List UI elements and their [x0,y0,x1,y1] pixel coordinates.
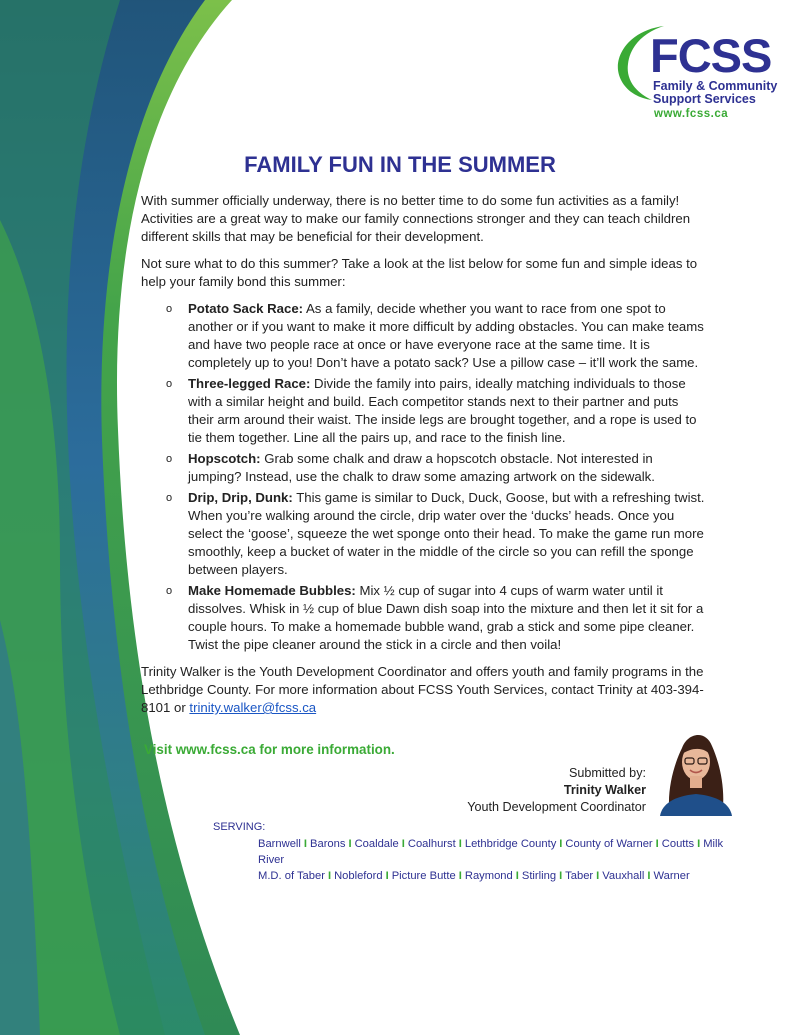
page-title: FAMILY FUN IN THE SUMMER [244,152,556,177]
submitted-by-label: Submitted by: [568,766,646,780]
submitter-role: Youth Development Coordinator [467,800,646,814]
community-name: Coalhurst [407,838,456,850]
activity-text: Grab some chalk and draw a hopscotch obstacle. Not interested in jumping? Instead, use the chalk to draw some amazing artwork on the sidewalk. [188,451,655,484]
serving-line-1 [258,836,748,868]
separator: I [458,838,462,850]
separator: I [559,838,563,850]
separator: I [303,838,308,850]
bullet-icon: o [166,303,173,315]
separator: I [596,870,600,882]
logo-subtitle [653,80,777,106]
community-name: Stirling [521,870,557,882]
visit-website-text: Visit www.fcss.ca for more information. [144,742,395,757]
community-name: M.D. of Taber [258,870,325,882]
activity-name: Drip, Drip, Dunk: [188,490,293,505]
community-name: Barnwell [258,838,301,850]
signature-block [467,765,646,816]
separator: I [559,870,563,882]
activity-list [141,300,707,654]
separator: I [697,838,701,850]
activity-name: Hopscotch: [188,451,261,466]
community-name: Raymond [464,870,513,882]
portrait-icon [656,720,736,816]
bullet-icon: o [166,585,173,597]
intro-paragraph-1: With summer officially underway, there is no better time to do some fun activities as a family! Activities are a great way to make our family connections stronger and they can teach children different skills that may be beneficial for their development. [141,193,691,244]
activity-text: Divide the family into pairs, ideally matching individuals to those with a similar height and build. Each competitor stands next to their partner and puts their arm around their waist. The inside legs are brought together, and a rope is used to tie them together. Line all the pairs up, and race to the finish line. [188,376,697,445]
community-name: Nobleford [334,870,383,882]
activity-text: Mix ½ cup of sugar into 4 cups of warm water until it dissolves. Whisk in ½ cup of blue Dawn dish soap into the mixture and then let it sit for a couple hours. To make a homemade bubble wand, grab a stick and some pipe cleaner. Twist the pipe cleaner around the stick in a circle and then voila! [188,583,704,652]
activity-item [141,489,707,579]
activity-item [141,375,707,447]
community-name: Coutts [661,838,695,850]
separator: I [348,838,352,850]
bullet-icon: o [166,492,173,504]
community-name: Picture Butte [391,870,456,882]
submitter-name: Trinity Walker [563,783,646,797]
article-body [141,192,707,726]
activity-name: Three-legged Race: [188,376,311,391]
submitter-photo [656,720,736,816]
separator: I [655,838,659,850]
separator: I [515,870,519,882]
separator: I [647,870,651,882]
logo-line2: Support Services [653,92,756,106]
serving-communities [258,836,748,884]
logo-abbr: FCSS [650,29,772,82]
bullet-icon: o [166,453,173,465]
intro-paragraph-2: Not sure what to do this summer? Take a look at the list below for some fun and simple ideas to help your family bond this summer: [141,256,698,289]
activity-item [141,582,707,654]
separator: I [327,870,332,882]
email-link[interactable]: trinity.walker@fcss.ca [189,700,317,715]
activity-item [141,300,707,372]
fcss-logo[interactable] [612,22,782,122]
activity-item [141,450,707,486]
bullet-icon: o [166,378,173,390]
community-name: Coaldale [354,838,399,850]
community-name: Barons [310,838,346,850]
community-name: Lethbridge County [464,838,557,850]
community-name: Milk River [258,838,724,866]
separator: I [385,870,389,882]
activity-name: Potato Sack Race: [188,301,304,316]
activity-name: Make Homemade Bubbles: [188,583,356,598]
activity-text: This game is similar to Duck, Duck, Goose, but with a refreshing twist. When you’re walking around the circle, drip water over the ‘ducks’ heads. Once you select the ‘goose’, squeeze the wet sponge onto their head. To make the game run more smoothly, keep a bucket of water in the middle of the circle so you can refill the sponge between players. [188,490,705,577]
logo-url[interactable]: www.fcss.ca [654,108,729,120]
serving-line-2 [258,868,748,884]
community-name: Taber [565,870,594,882]
serving-label: SERVING: [213,821,266,833]
community-name: County of Warner [565,838,653,850]
community-name: Vauxhall [602,870,645,882]
community-name: Warner [653,870,690,882]
separator: I [458,870,462,882]
logo-line1: Family & Community [653,79,778,93]
activity-text: As a family, decide whether you want to race from one spot to another or if you want to make it more difficult by adding obstacles. You can make teams and have two people race at once or have everyone race at the same time. It is completely up to you! Don’t have a potato sack? Use a pillow case – it’ll work the same. [188,301,704,370]
contact-paragraph [141,663,707,717]
contact-text: Trinity Walker is the Youth Development Coordinator and offers youth and family programs in the Lethbridge County. For more information about FCSS Youth Services, contact Trinity at 403-394-8101 or [141,664,704,715]
separator: I [401,838,405,850]
